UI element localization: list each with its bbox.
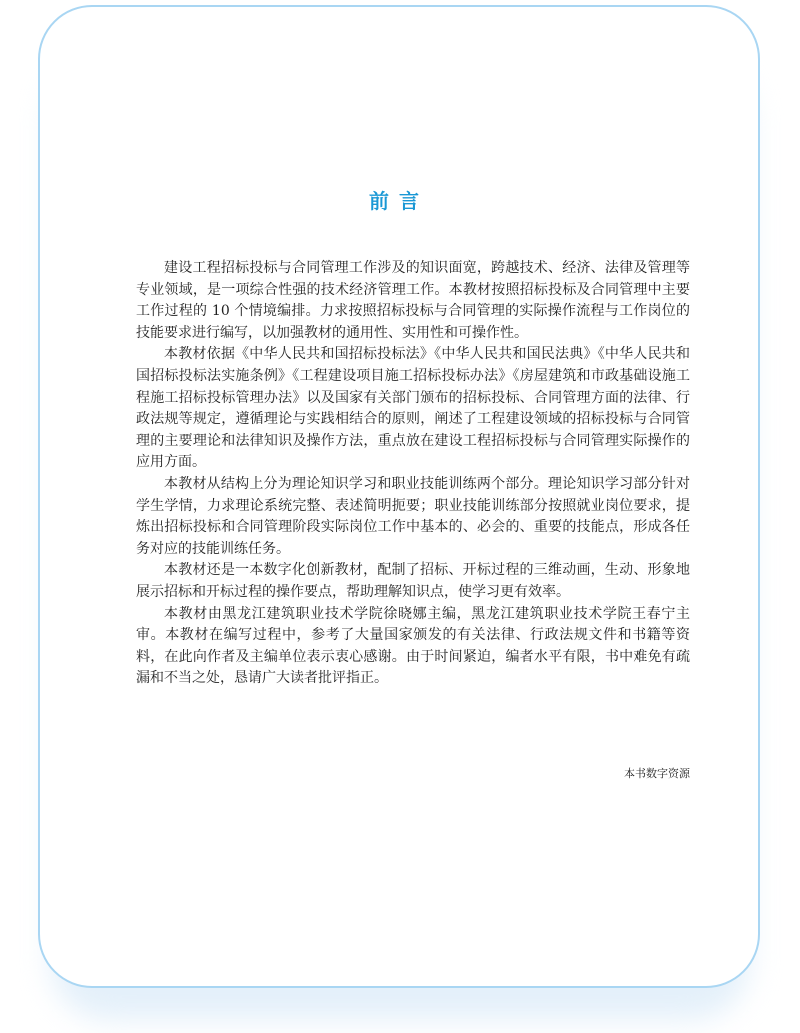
text-line: 政法规等规定，遵循理论与实践相结合的原则，阐述了工程建设领域的招标投标与合同管 [136,411,690,428]
text-line: 理的主要理论和法律知识及操作方法，重点放在建设工程招标投标与合同管理实际操作的 [136,432,690,449]
text-line: 务对应的技能训练任务。 [136,540,290,557]
text-line: 程施工招标投标管理办法》以及国家有关部门颁布的招标投标、合同管理方面的法律、行 [136,389,690,406]
text-line: 审。本教材在编写过程中，参考了大量国家颁发的有关法律、行政法规文件和书籍等资 [136,627,690,644]
preface-body [136,258,690,690]
text-line: 本教材从结构上分为理论知识学习和职业技能训练两个部分。理论知识学习部分针对 [164,475,690,492]
text-line: 炼出招标投标和合同管理阶段实际岗位工作中基本的、必会的、重要的技能点，形成各任 [136,519,690,536]
text-line: 专业领域，是一项综合性强的技术经济管理工作。本教材按照招标投标及合同管理中主要 [136,281,690,298]
text-line: 漏和不当之处，恳请广大读者批评指正。 [136,670,388,687]
text-line: 技能要求进行编写，以加强教材的通用性、实用性和可操作性。 [136,324,528,341]
paragraph [136,560,690,603]
text-line: 本教材还是一本数字化创新教材，配制了招标、开标过程的三维动画，生动、形象地 [164,562,690,579]
text-line: 学生学情，力求理论系统完整、表述简明扼要；职业技能训练部分按照就业岗位要求，提 [136,497,690,514]
paragraph [136,258,690,344]
text-line: 料，在此向作者及主编单位表示衷心感谢。由于时间紧迫，编者水平有限，书中难免有疏 [136,648,690,665]
text-line: 工作过程的 10 个情境编排。力求按照招标投标与合同管理的实际操作流程与工作岗位的 [136,303,690,320]
text-line: 应用方面。 [136,454,206,471]
text-line: 展示招标和开标过程的操作要点，帮助理解知识点，使学习更有效率。 [136,583,570,600]
text-line: 建设工程招标投标与合同管理工作涉及的知识面宽，跨越技术、经济、法律及管理等 [164,260,690,276]
text-line: 本教材依据《中华人民共和国招标投标法》《中华人民共和国民法典》《中华人民共和 [164,346,690,363]
digital-resources-label: 本书数字资源 [624,767,690,780]
text-line: 本教材由黑龙江建筑职业技术学院徐晓娜主编，黑龙江建筑职业技术学院王春宁主 [164,605,690,622]
paragraph [136,474,690,560]
paragraph [136,604,690,690]
text-line: 国招标投标法实施条例》《工程建设项目施工招标投标办法》《房屋建筑和市政基础设施工 [136,367,690,384]
paragraph [136,344,690,474]
page-title: 前言 [369,189,429,213]
